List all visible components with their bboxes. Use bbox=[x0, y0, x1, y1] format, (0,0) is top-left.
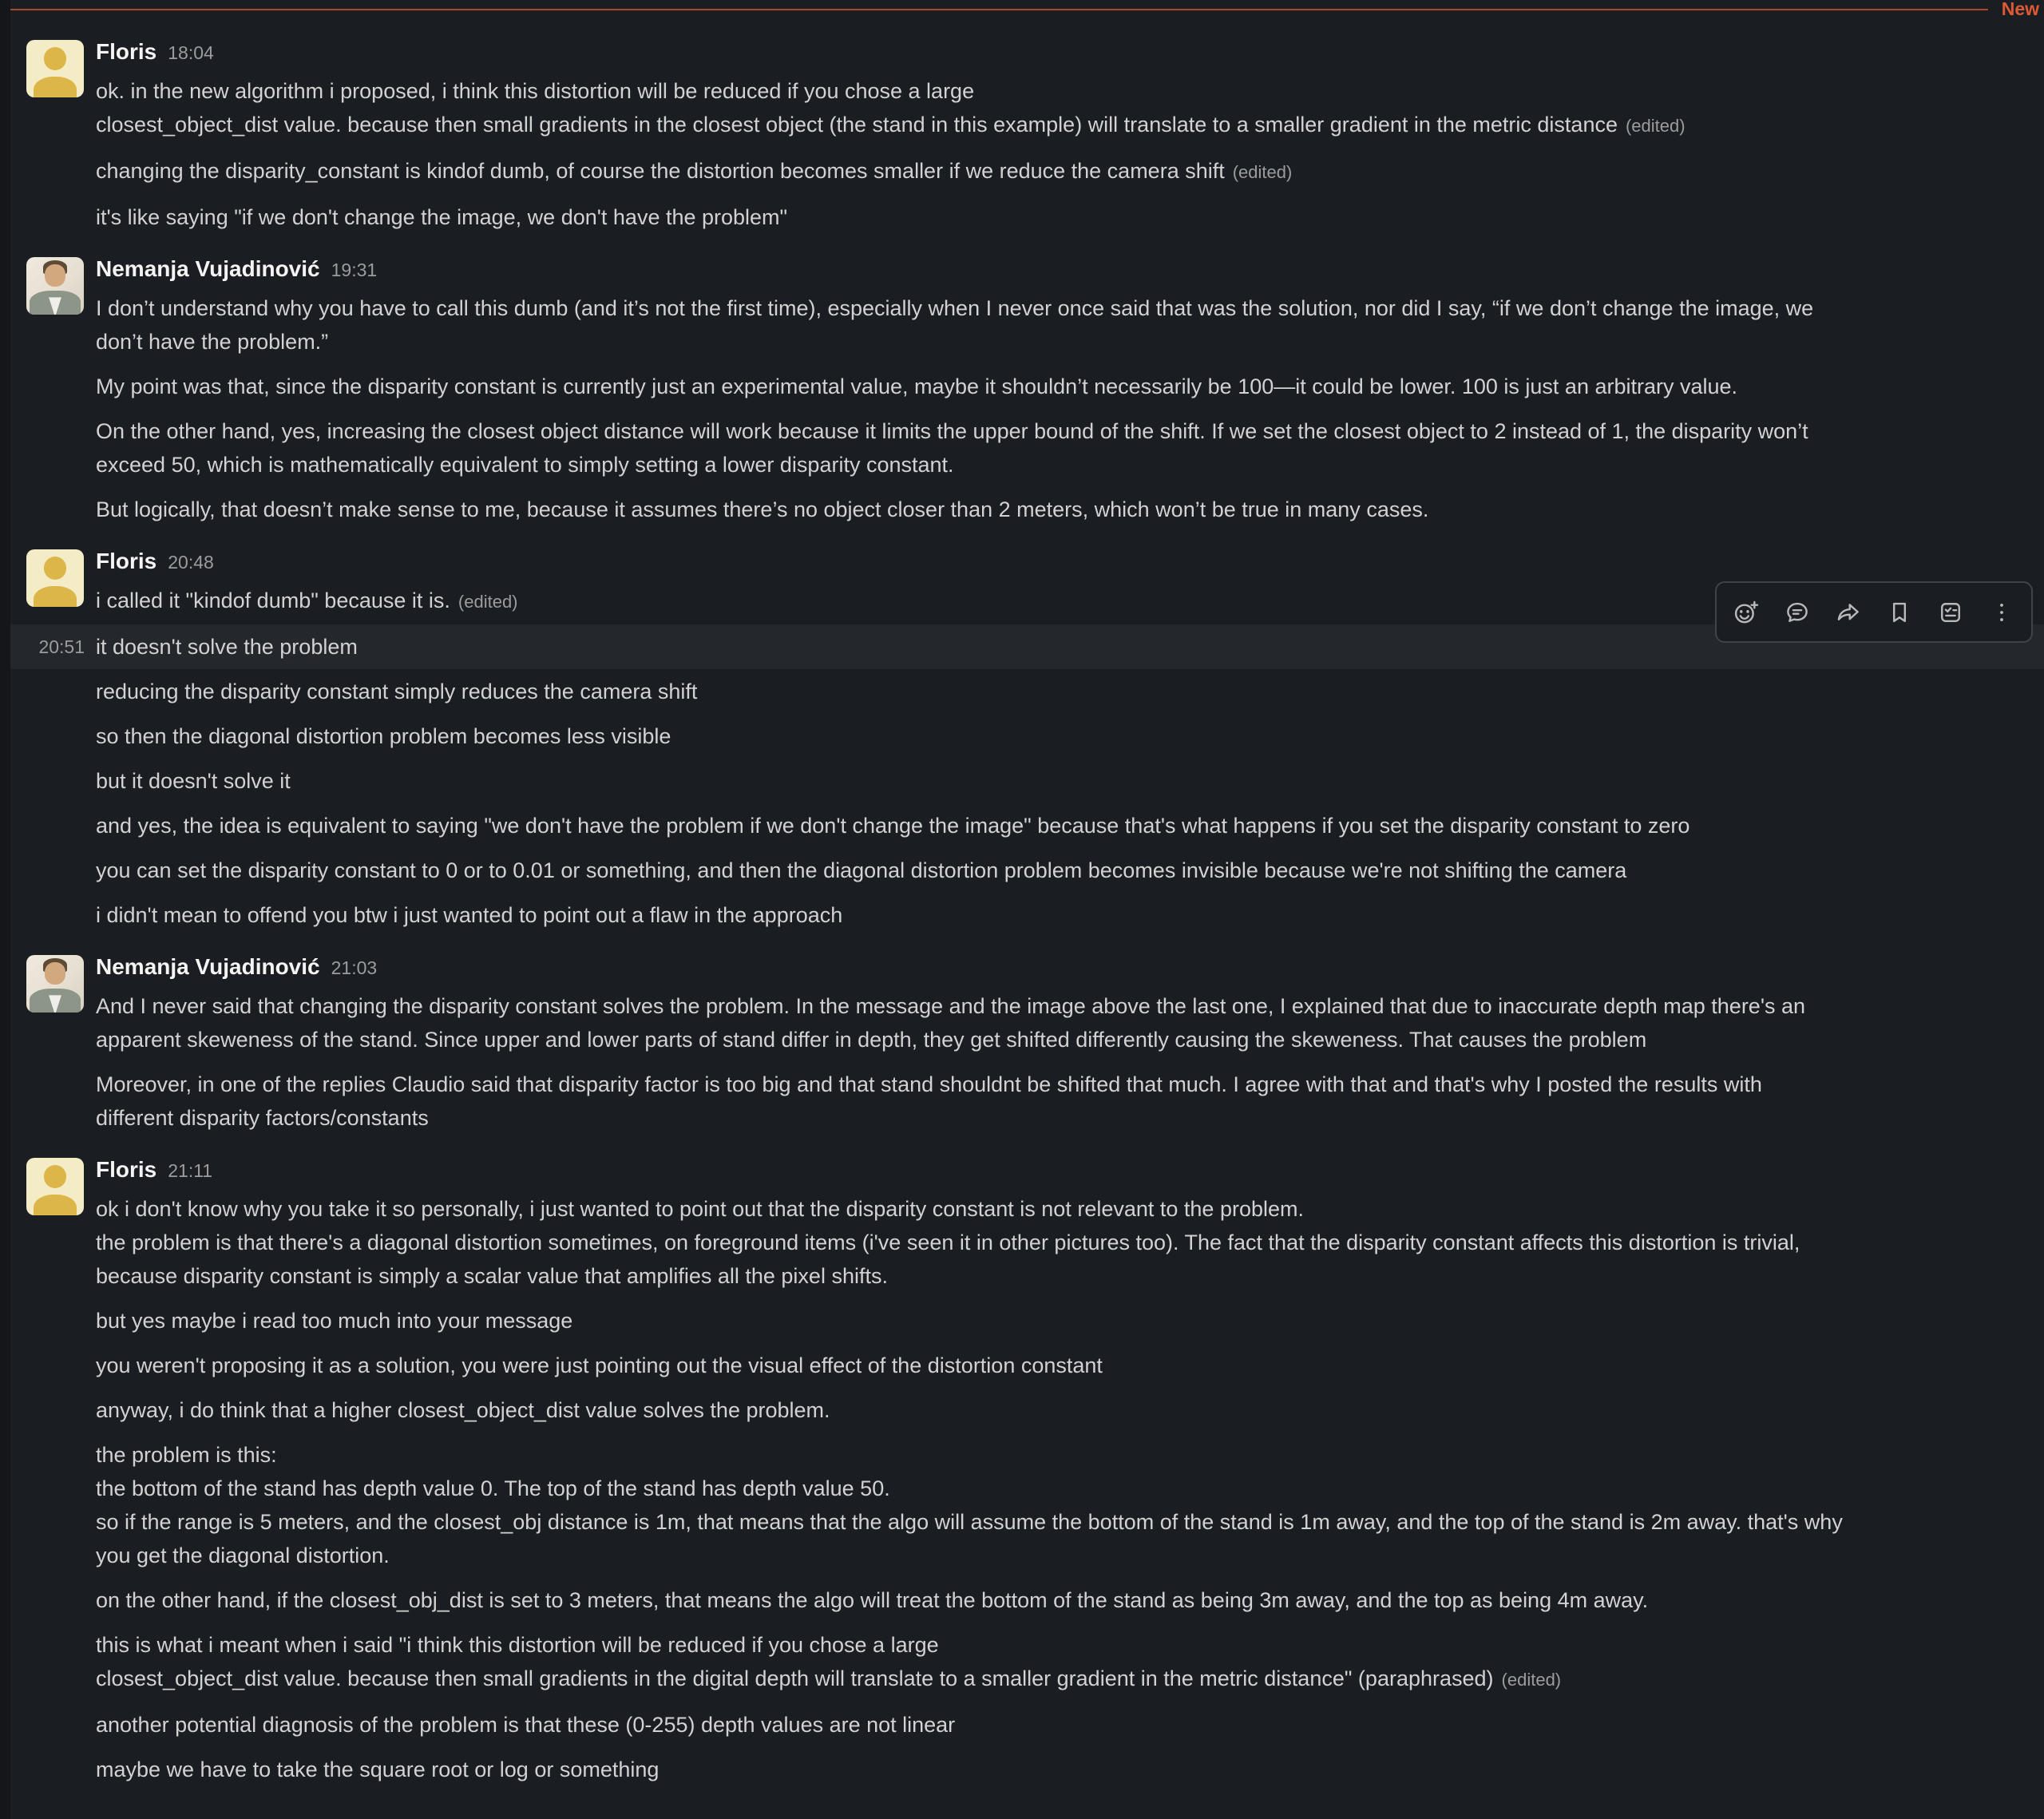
message-text: closest_object_dist value. because then small gradients in the digital depth will translate to a smaller gradient in the metric distance" (paraphrased) (edited) bbox=[96, 1666, 1562, 1690]
message-row bbox=[0, 624, 2044, 669]
message-text: On the other hand, yes, increasing the closest object distance will work because it limits the upper bound of the shift. If we set the closest object to 2 instead of 1, the disparity won’t bbox=[96, 419, 1808, 443]
message-row bbox=[0, 1388, 2044, 1433]
message-text: because disparity constant is simply a scalar value that amplifies all the pixel shifts. bbox=[96, 1264, 888, 1288]
message-text: i didn't mean to offend you btw i just wanted to point out a flaw in the approach bbox=[96, 903, 843, 927]
message-text: this is what i meant when i said "i think this distortion will be reduced if you chose a large bbox=[96, 1633, 939, 1657]
message-row bbox=[0, 714, 2044, 759]
message-text: exceed 50, which is mathematically equivalent to simply setting a lower disparity constant. bbox=[96, 453, 954, 477]
message-row bbox=[0, 1062, 2044, 1140]
message-row bbox=[0, 1747, 2044, 1792]
message-row bbox=[0, 759, 2044, 803]
message-text: changing the disparity_constant is kindof dumb, of course the distortion becomes smaller if we reduce the camera shift (edited) bbox=[96, 159, 1293, 183]
message-text: anyway, i do think that a higher closest_object_dist value solves the problem. bbox=[96, 1398, 830, 1422]
message-row bbox=[0, 669, 2044, 714]
message-row bbox=[0, 195, 2044, 240]
message-text: And I never said that changing the disparity constant solves the problem. In the message and the image above the last one, I explained that due to inaccurate depth map there's an bbox=[96, 994, 1806, 1018]
message-text: and yes, the idea is equivalent to saying "we don't have the problem if we don't change the image" because that's what happens if you set the disparity constant to zero bbox=[96, 814, 1690, 838]
edited-label: (edited) bbox=[1501, 1670, 1562, 1690]
reply-thread-icon bbox=[1784, 599, 1811, 626]
message-text: ok. in the new algorithm i proposed, i think this distortion will be reduced if you chose a large bbox=[96, 79, 975, 103]
message-group bbox=[0, 545, 2044, 937]
message-text: different disparity factors/constants bbox=[96, 1106, 429, 1130]
message-row bbox=[0, 893, 2044, 937]
message-text: My point was that, since the disparity constant is currently just an experimental value, maybe it shouldn’t necessarily be 100—it could be lower. 100 is just an arbitrary value. bbox=[96, 374, 1738, 398]
message-group bbox=[0, 1153, 2044, 1792]
message-group bbox=[0, 252, 2044, 532]
message-header bbox=[0, 35, 2044, 69]
sender-name[interactable]: Floris bbox=[96, 39, 157, 64]
message-row bbox=[0, 286, 2044, 364]
message-text: ok i don't know why you take it so personally, i just wanted to point out that the disparity constant is not relevant to the problem. bbox=[96, 1197, 1304, 1221]
message-row bbox=[0, 803, 2044, 848]
bookmark-icon bbox=[1886, 599, 1913, 626]
sender-name[interactable]: Floris bbox=[96, 1157, 157, 1182]
edited-label: (edited) bbox=[458, 592, 518, 612]
new-messages-label: New bbox=[2001, 0, 2039, 19]
message-text: maybe we have to take the square root or log or something bbox=[96, 1758, 660, 1781]
message-row bbox=[0, 409, 2044, 487]
message-group bbox=[0, 35, 2044, 240]
message-text: closest_object_dist value. because then small gradients in the closest object (the stand in this example) will translate to a smaller gradient in the metric distance (edited) bbox=[96, 113, 1686, 137]
message-text: so then the diagonal distortion problem becomes less visible bbox=[96, 724, 671, 748]
message-text: I don’t understand why you have to call this dumb (and it’s not the first time), especially when I never once said that was the solution, nor did I say, “if we don’t change the image, we bbox=[96, 296, 1814, 320]
message-row bbox=[0, 1433, 2044, 1578]
message-group bbox=[0, 950, 2044, 1140]
add-to-list-icon bbox=[1937, 599, 1964, 626]
message-text: don’t have the problem.” bbox=[96, 330, 329, 354]
message-text: it's like saying "if we don't change the image, we don't have the problem" bbox=[96, 205, 788, 229]
message-row bbox=[0, 1343, 2044, 1388]
avatar-figure bbox=[45, 264, 65, 286]
message-timestamp[interactable]: 19:31 bbox=[331, 260, 378, 280]
message-row bbox=[0, 1702, 2044, 1747]
message-timestamp[interactable]: 21:03 bbox=[331, 957, 378, 978]
more-actions-icon bbox=[1988, 599, 2015, 626]
share-button[interactable] bbox=[1835, 599, 1862, 626]
unread-divider bbox=[0, 0, 2044, 22]
message-row bbox=[0, 984, 2044, 1062]
message-header bbox=[0, 1153, 2044, 1187]
add-reaction-button[interactable] bbox=[1733, 599, 1760, 626]
message-text: on the other hand, if the closest_obj_dist is set to 3 meters, that means the algo will treat the bottom of the stand as being 3m away, and the top as being 4m away. bbox=[96, 1588, 1649, 1612]
message-text: the bottom of the stand has depth value 0. The top of the stand has depth value 50. bbox=[96, 1476, 890, 1500]
message-timestamp[interactable]: 20:48 bbox=[168, 552, 214, 573]
message-row bbox=[0, 848, 2044, 893]
message-text: the problem is this: bbox=[96, 1443, 277, 1467]
message-text: another potential diagnosis of the problem is that these (0-255) depth values are not linear bbox=[96, 1713, 956, 1737]
avatar-figure bbox=[45, 962, 65, 984]
message-header bbox=[0, 252, 2044, 286]
unread-divider-line bbox=[0, 9, 1988, 10]
message-text: you can set the disparity constant to 0 or to 0.01 or something, and then the diagonal distortion problem becomes invisible because we're not shifting the camera bbox=[96, 858, 1627, 882]
message-header bbox=[0, 950, 2044, 984]
message-timestamp[interactable]: 20:51 bbox=[38, 636, 85, 657]
message-text: but it doesn't solve it bbox=[96, 769, 291, 793]
bookmark-button[interactable] bbox=[1886, 599, 1913, 626]
sender-name[interactable]: Floris bbox=[96, 549, 157, 573]
message-row bbox=[0, 69, 2044, 149]
avatar-figure bbox=[44, 47, 67, 70]
message-text: But logically, that doesn’t make sense to me, because it assumes there’s no object closer than 2 meters, which won’t be true in many cases. bbox=[96, 497, 1429, 521]
message-row bbox=[0, 364, 2044, 409]
message-timestamp[interactable]: 18:04 bbox=[168, 42, 214, 63]
message-row bbox=[0, 1623, 2044, 1702]
edited-label: (edited) bbox=[1232, 162, 1293, 182]
message-list bbox=[0, 35, 2044, 1792]
message-text: it doesn't solve the problem bbox=[96, 635, 358, 659]
message-text: so if the range is 5 meters, and the closest_obj distance is 1m, that means that the algo will assume the bottom of the stand is 1m away, and the top of the stand is 2m away. that's why bbox=[96, 1510, 1843, 1534]
avatar-figure bbox=[44, 1165, 67, 1188]
message-text: the problem is that there's a diagonal distortion sometimes, on foreground items (i've seen it in other pictures too). The fact that the disparity constant affects this distortion is trivial, bbox=[96, 1230, 1800, 1254]
message-row bbox=[0, 149, 2044, 195]
message-text: you get the diagonal distortion. bbox=[96, 1544, 390, 1567]
avatar-figure bbox=[44, 557, 67, 580]
message-text: but yes maybe i read too much into your message bbox=[96, 1309, 573, 1333]
message-row bbox=[0, 1298, 2044, 1343]
left-edge-strip bbox=[0, 0, 10, 1819]
sender-name[interactable]: Nemanja Vujadinović bbox=[96, 256, 320, 281]
message-timestamp[interactable]: 21:11 bbox=[168, 1160, 213, 1181]
message-text: i called it "kindof dumb" because it is. (edited) bbox=[96, 588, 518, 612]
reply-thread-button[interactable] bbox=[1784, 599, 1811, 626]
share-icon bbox=[1835, 599, 1862, 626]
message-text: reducing the disparity constant simply reduces the camera shift bbox=[96, 680, 698, 703]
message-text: you weren't proposing it as a solution, you were just pointing out the visual effect of the distortion constant bbox=[96, 1353, 1103, 1377]
message-row bbox=[0, 1187, 2044, 1298]
message-actions-toolbar bbox=[1715, 581, 2033, 643]
edited-label: (edited) bbox=[1625, 116, 1686, 136]
more-actions-button[interactable] bbox=[1988, 599, 2015, 626]
message-text: apparent skeweness of the stand. Since upper and lower parts of stand differ in depth, they get shifted differently causing the skeweness. That causes the problem bbox=[96, 1028, 1647, 1052]
message-text: Moreover, in one of the replies Claudio said that disparity factor is too big and that stand shouldnt be shifted that much. I agree with that and that's why I posted the results with bbox=[96, 1072, 1762, 1096]
add-to-list-button[interactable] bbox=[1937, 599, 1964, 626]
sender-name[interactable]: Nemanja Vujadinović bbox=[96, 954, 320, 979]
message-header bbox=[0, 545, 2044, 578]
message-row bbox=[0, 487, 2044, 532]
message-row bbox=[0, 1578, 2044, 1623]
add-reaction-icon bbox=[1733, 599, 1760, 626]
